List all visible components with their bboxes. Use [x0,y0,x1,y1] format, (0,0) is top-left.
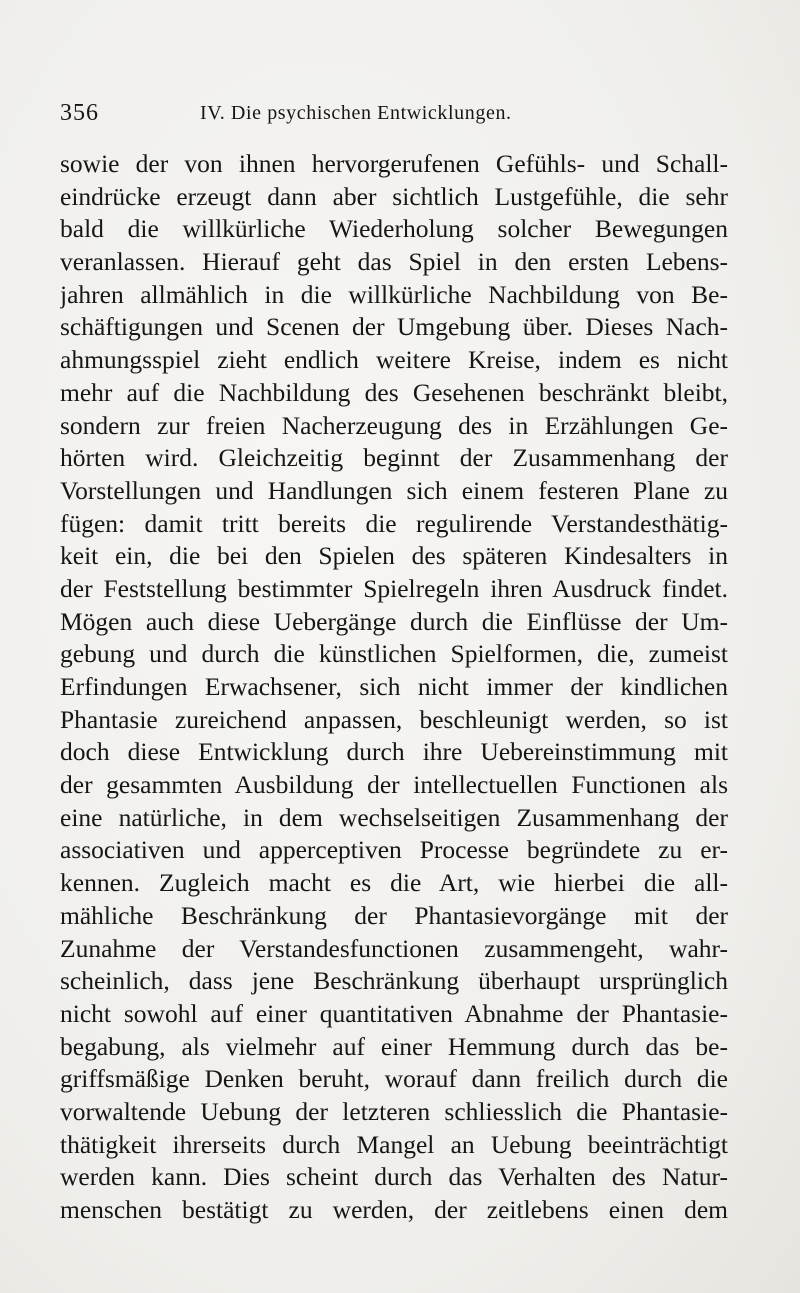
text-line: bald die willkürliche Wiederholung solcher Bewegungen [60,214,728,244]
text-line: mehr auf die Nachbildung des Gesehenen beschränkt bleibt, [60,377,728,407]
text-line: doch diese Entwicklung durch ihre Uebereinstimmung mit [60,737,728,767]
text-line: menschen bestätigt zu werden, der zeitlebens einen dem [60,1195,728,1224]
text-line: vorwaltende Uebung der letzteren schliesslich die Phantasie- [60,1096,728,1126]
text-line: Phantasie zureichend anpassen, beschleunigt werden, so ist [60,704,728,734]
page-number: 356 [60,100,99,126]
running-title: IV. Die psychischen Entwicklungen. [200,102,512,124]
text-line: fügen: damit tritt bereits die regulirende Verstandesthätig- [60,508,728,538]
text-line: veranlassen. Hierauf geht das Spiel in den ersten Lebens- [60,247,728,277]
text-line: der gesammten Ausbildung der intellectuellen Functionen als [60,770,728,800]
text-line: jahren allmählich in die willkürliche Nachbildung von Be- [60,279,728,309]
text-line: thätigkeit ihrerseits durch Mangel an Uebung beeinträchtigt [60,1129,728,1159]
text-line: schäftigungen und Scenen der Umgebung über. Dieses Nach- [60,312,728,342]
text-line: scheinlich, dass jene Beschränkung überhaupt ursprünglich [60,966,728,996]
text-line: der Feststellung bestimmter Spielregeln ihren Ausdruck findet. [60,573,728,603]
text-line: associativen und apperceptiven Processe begründete zu er- [60,835,728,865]
text-line: keit ein, die bei den Spielen des späteren Kindesalters in [60,541,728,571]
text-line: werden kann. Dies scheint durch das Verhalten des Natur- [60,1162,728,1192]
text-line: Erfindungen Erwachsener, sich nicht immer der kindlichen [60,672,728,701]
text-line: sondern zur freien Nacherzeugung des in Erzählungen Ge- [60,410,728,440]
text-line: eine natürliche, in dem wechselseitigen Zusammenhang der [60,802,728,832]
text-line: gebung und durch die künstlichen Spielformen, die, zumeist [60,639,728,669]
body-text [60,148,728,1227]
text-line: Mögen auch diese Uebergänge durch die Einflüsse der Um- [60,606,728,636]
text-line: ahmungsspiel zieht endlich weitere Kreise, indem es nicht [60,345,728,375]
text-line: nicht sowohl auf einer quantitativen Abnahme der Phantasie- [60,998,728,1028]
text-line: Vorstellungen und Handlungen sich einem festeren Plane zu [60,475,728,505]
text-line: kennen. Zugleich macht es die Art, wie hierbei die all- [60,868,728,898]
text-line: Zunahme der Verstandesfunctionen zusammengeht, wahr- [60,933,728,963]
text-line: mähliche Beschränkung der Phantasievorgänge mit der [60,900,728,930]
text-line: hörten wird. Gleichzeitig beginnt der Zusammenhang der [60,443,728,473]
text-line: sowie der von ihnen hervorgerufenen Gefühls- und Schall- [60,149,728,178]
text-line: eindrücke erzeugt dann aber sichtlich Lustgefühle, die sehr [60,181,728,211]
page-header [60,96,740,130]
text-line: griffsmäßige Denken beruht, worauf dann freilich durch die [60,1064,728,1094]
text-line: begabung, als vielmehr auf einer Hemmung durch das be- [60,1031,728,1061]
